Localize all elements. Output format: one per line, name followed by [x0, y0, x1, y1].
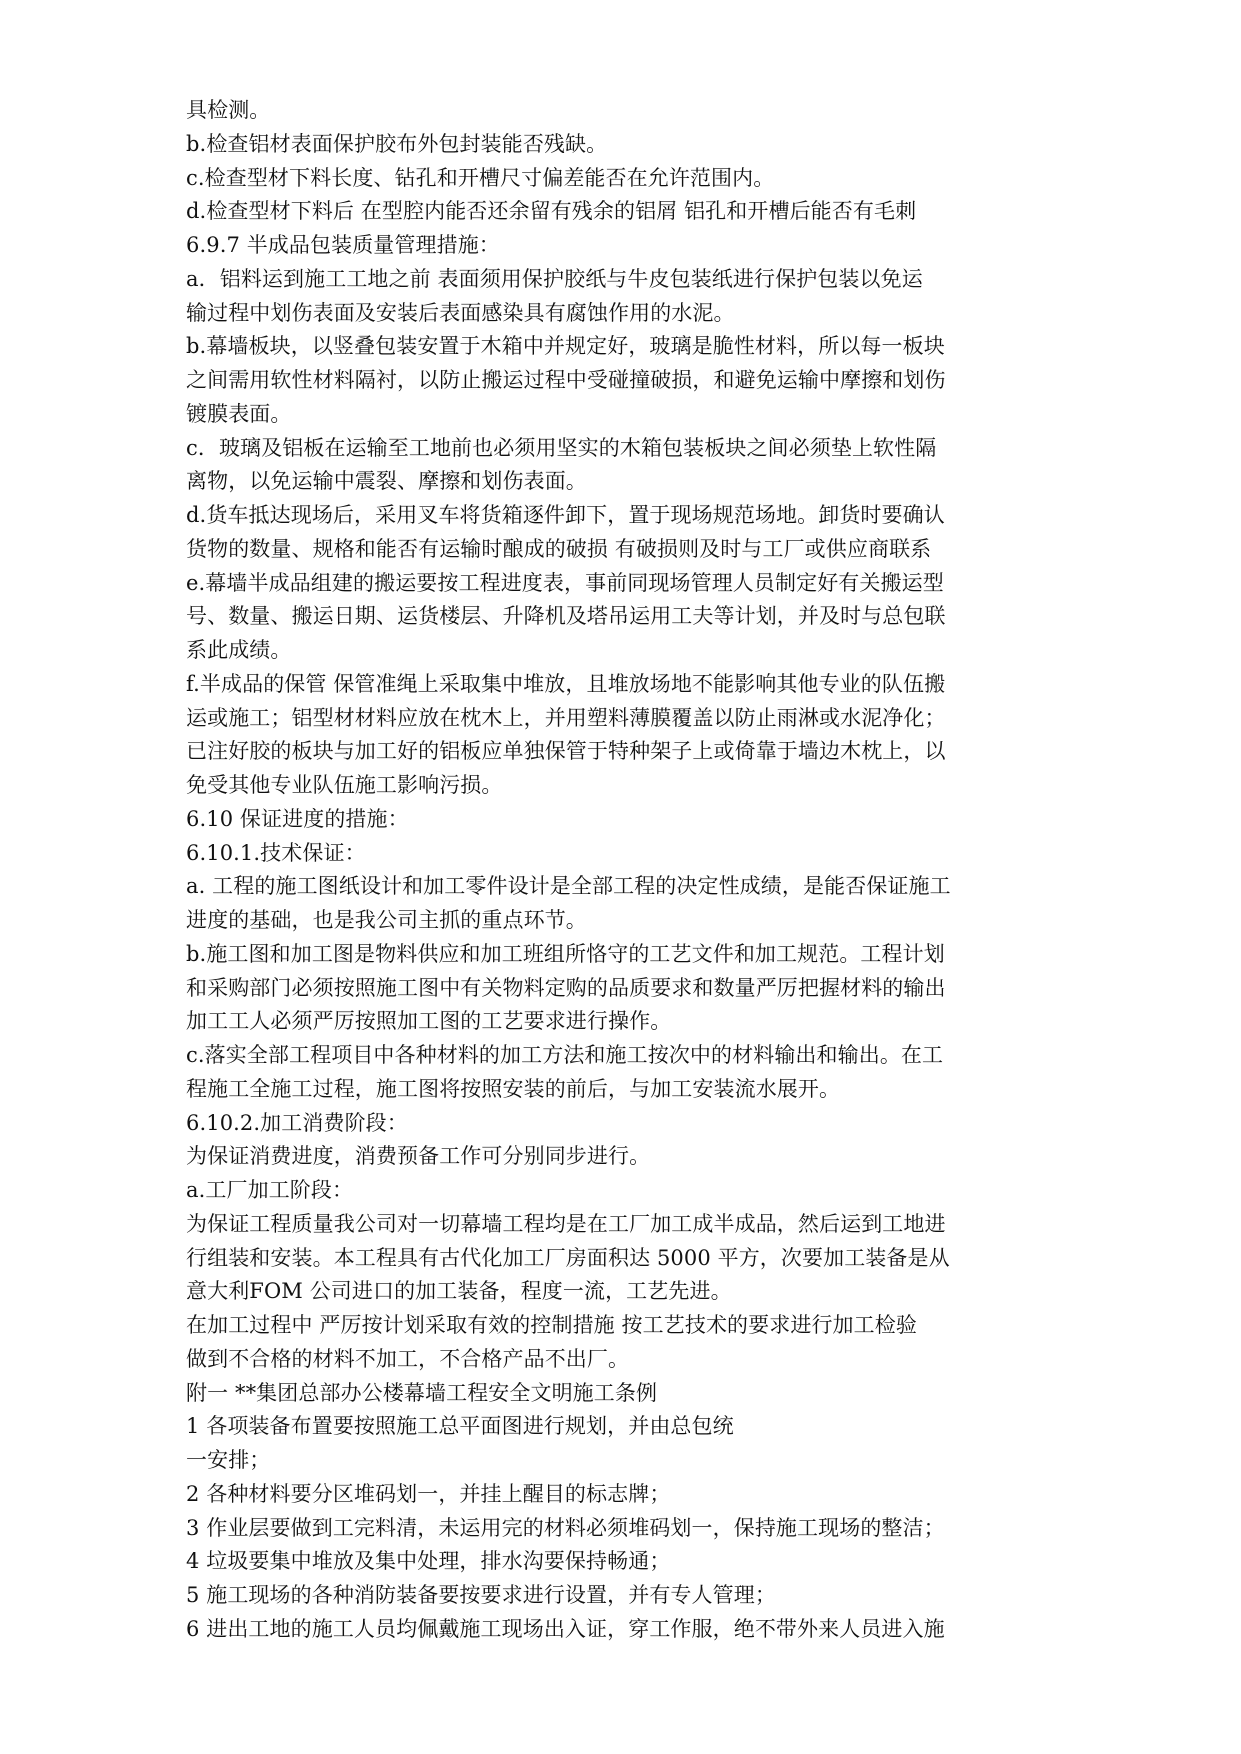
text-line: 为保证工程质量我公司对一切幕墙工程均是在工厂加工成半成品，然后运到工地进 — [186, 1211, 946, 1236]
text-line: 镀膜表面。 — [186, 401, 292, 426]
text-line: 之间需用软性材料隔衬，以防止搬运过程中受碰撞破损，和避免运输中摩擦和划伤 — [186, 368, 946, 392]
text-line: 做到不合格的材料不加工，不合格产品不出厂。 — [186, 1346, 630, 1371]
text-line: 2 各种材料要分区堆码划一，并挂上醒目的标志牌； — [186, 1481, 671, 1506]
text-line: b.幕墙板块，以竖叠包装安置于木箱中并规定好，玻璃是脆性材料，所以每一板块 — [186, 334, 945, 359]
text-line: 号、数量、搬运日期、运货楼层、升降机及塔吊运用工夫等计划，并及时与总包联 — [186, 604, 946, 629]
text-line: a.工厂加工阶段： — [186, 1178, 354, 1202]
text-line: e.幕墙半成品组建的搬运要按工程进度表，事前同现场管理人员制定好有关搬运型 — [186, 570, 944, 595]
text-line: 加工工人必须严厉按照加工图的工艺要求进行操作。 — [186, 1009, 672, 1034]
subsection-heading: 6.10.1.技术保证： — [186, 840, 366, 865]
section-heading: 6.10 保证进度的措施： — [186, 806, 409, 831]
text-line: 进度的基础，也是我公司主抓的重点环节。 — [186, 908, 587, 932]
text-line: 货物的数量、规格和能否有运输时酿成的破损 有破损则及时与工厂或供应商联系 — [186, 536, 932, 561]
text-line: 运或施工；铝型材材料应放在枕木上，并用塑料薄膜覆盖以防止雨淋或水泥净化； — [186, 705, 946, 730]
text-line: 一安排； — [186, 1448, 271, 1472]
text-line: c.检查型材下料长度、钻孔和开槽尺寸偏差能否在允许范围内。 — [186, 165, 775, 190]
text-line: 1 各项装备布置要按照施工总平面图进行规划，并由总包统 — [186, 1414, 734, 1439]
text-line: 和采购部门必须按照施工图中有关物料定购的品质要求和数量严厉把握材料的输出 — [186, 975, 946, 1000]
text-line: 行组装和安装。本工程具有古代化加工厂房面积达 5000 平方，次要加工装备是从 — [186, 1245, 950, 1270]
text-line: d.检查型材下料后 在型腔内能否还余留有残余的铝屑 铝孔和开槽后能否有毛刺 — [186, 199, 917, 224]
text-line: 免受其他专业队伍施工影响污损。 — [186, 773, 503, 797]
text-line: 已注好胶的板块与加工好的铝板应单独保管于特种架子上或倚靠于墙边木枕上，以 — [186, 739, 946, 764]
text-line: c.落实全部工程项目中各种材料的加工方法和施工按次中的材料输出和输出。在工 — [186, 1043, 944, 1067]
text-line: 6 进出工地的施工人员均佩戴施工现场出入证，穿工作服，绝不带外来人员进入施 — [186, 1616, 945, 1641]
text-line: d.货车抵达现场后，采用叉车将货箱逐件卸下，置于现场规范场地。卸货时要确认 — [186, 503, 945, 527]
text-line: 4 垃圾要集中堆放及集中处理，排水沟要保持畅通； — [186, 1549, 671, 1574]
section-heading: 6.9.7 半成品包装质量管理措施： — [186, 233, 500, 257]
text-line: b.检查铝材表面保护胶布外包封装能否残缺。 — [186, 131, 608, 156]
text-line: 程施工全施工过程，施工图将按照安装的前后，与加工安装流水展开。 — [186, 1076, 841, 1101]
text-line: f.半成品的保管 保管准绳上采取集中堆放，且堆放场地不能影响其他专业的队伍搬 — [186, 671, 946, 696]
text-line: c．玻璃及铝板在运输至工地前也必须用坚实的木箱包装板块之间必须垫上软性隔 — [186, 435, 937, 460]
text-line: 为保证消费进度，消费预备工作可分别同步进行。 — [186, 1144, 651, 1169]
text-line: 具检测。 — [186, 98, 271, 122]
subsection-heading: 6.10.2.加工消费阶段： — [186, 1110, 408, 1135]
text-line: 系此成绩。 — [186, 638, 292, 662]
text-line: 输过程中划伤表面及安装后表面感染具有腐蚀作用的水泥。 — [186, 300, 735, 325]
text-line: 在加工过程中 严厉按计划采取有效的控制措施 按工艺技术的要求进行加工检验 — [186, 1313, 917, 1337]
text-line: a. 工程的施工图纸设计和加工零件设计是全部工程的决定性成绩，是能否保证施工 — [186, 874, 951, 899]
document-body — [186, 94, 1086, 1647]
text-line: 离物，以免运输中震裂、摩擦和划伤表面。 — [186, 469, 587, 494]
text-line: a．铝料运到施工工地之前 表面须用保护胶纸与牛皮包装纸进行保护包装以免运 — [186, 266, 923, 291]
text-line: 3 作业层要做到工完料清，未运用完的材料必须堆码划一，保持施工现场的整洁； — [186, 1515, 945, 1540]
text-line: 意大利FOM 公司进口的加工装备，程度一流，工艺先进。 — [186, 1279, 732, 1304]
appendix-title: 附一 **集团总部办公楼幕墙工程安全文明施工条例 — [186, 1380, 658, 1405]
text-line: b.施工图和加工图是物料供应和加工班组所恪守的工艺文件和加工规范。工程计划 — [186, 941, 945, 966]
text-line: 5 施工现场的各种消防装备要按要求进行设置，并有专人管理； — [186, 1583, 776, 1607]
